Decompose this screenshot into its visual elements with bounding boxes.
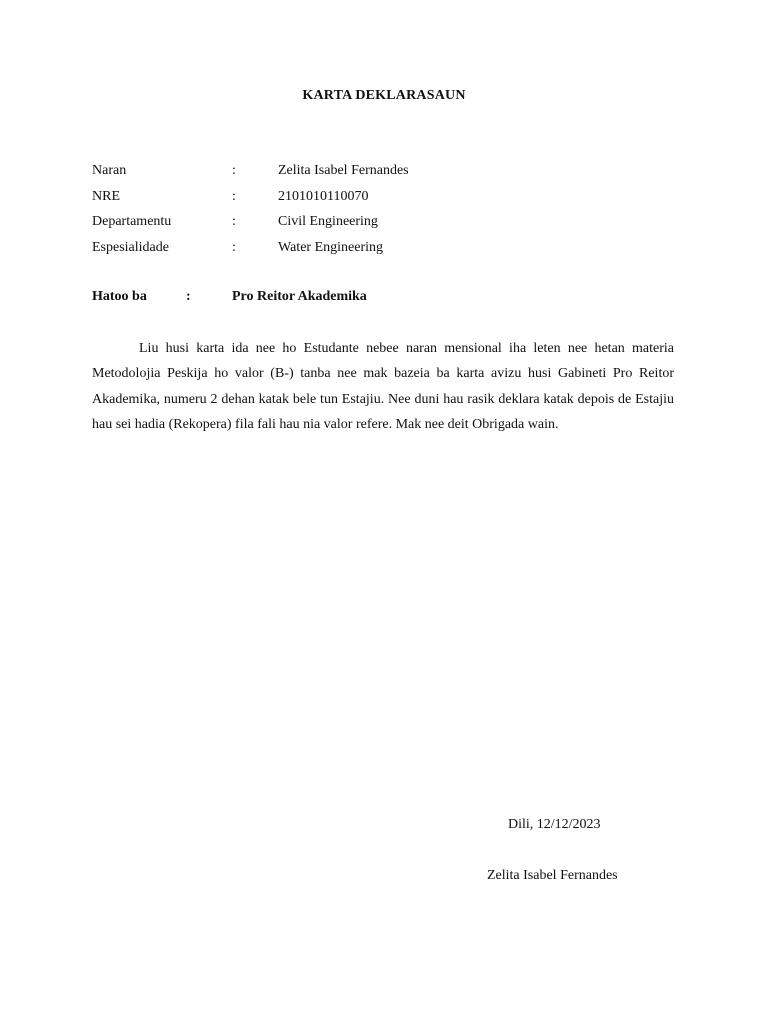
signer-name: Zelita Isabel Fernandes — [487, 868, 618, 883]
info-colon: : — [232, 239, 236, 255]
document-title: KARTA DEKLARASAUN — [302, 88, 466, 103]
info-label: Naran — [92, 163, 127, 178]
addressee-colon: : — [186, 289, 191, 304]
declaration-body: Liu husi karta ida nee ho Estudante nebee naran mensional iha leten nee hetan materia Metodolojia Peskija ho valor (B-) tanba nee mak bazeia ba karta avizu husi Gabineti Pro Reitor Akademika, numeru 2 dehan katak bele tun Estajiu. Nee duni hau rasik deklara katak depois de Estajiu hau sei hadia (Rekopera) fila fali hau nia valor refere. Mak nee deit Obrigada wain. — [92, 341, 674, 432]
info-row-specialty — [92, 239, 692, 265]
info-row-nre — [92, 188, 692, 214]
addressee-value: Pro Reitor Akademika — [232, 289, 367, 304]
info-row-name — [92, 162, 692, 188]
info-value: Water Engineering — [278, 239, 383, 255]
info-colon: : — [232, 188, 236, 204]
info-colon: : — [232, 214, 236, 229]
place-date: Dili, 12/12/2023 — [508, 817, 601, 832]
info-value: 2101010110070 — [278, 188, 369, 204]
info-label: NRE — [92, 188, 120, 204]
info-value: Zelita Isabel Fernandes — [278, 163, 409, 178]
info-colon: : — [232, 163, 236, 178]
student-info — [92, 162, 692, 264]
addressee-label: Hatoo ba — [92, 289, 147, 304]
info-value: Civil Engineering — [278, 214, 378, 229]
info-label: Departamentu — [92, 214, 172, 229]
info-label: Espesialidade — [92, 239, 169, 255]
info-row-department — [92, 213, 692, 239]
